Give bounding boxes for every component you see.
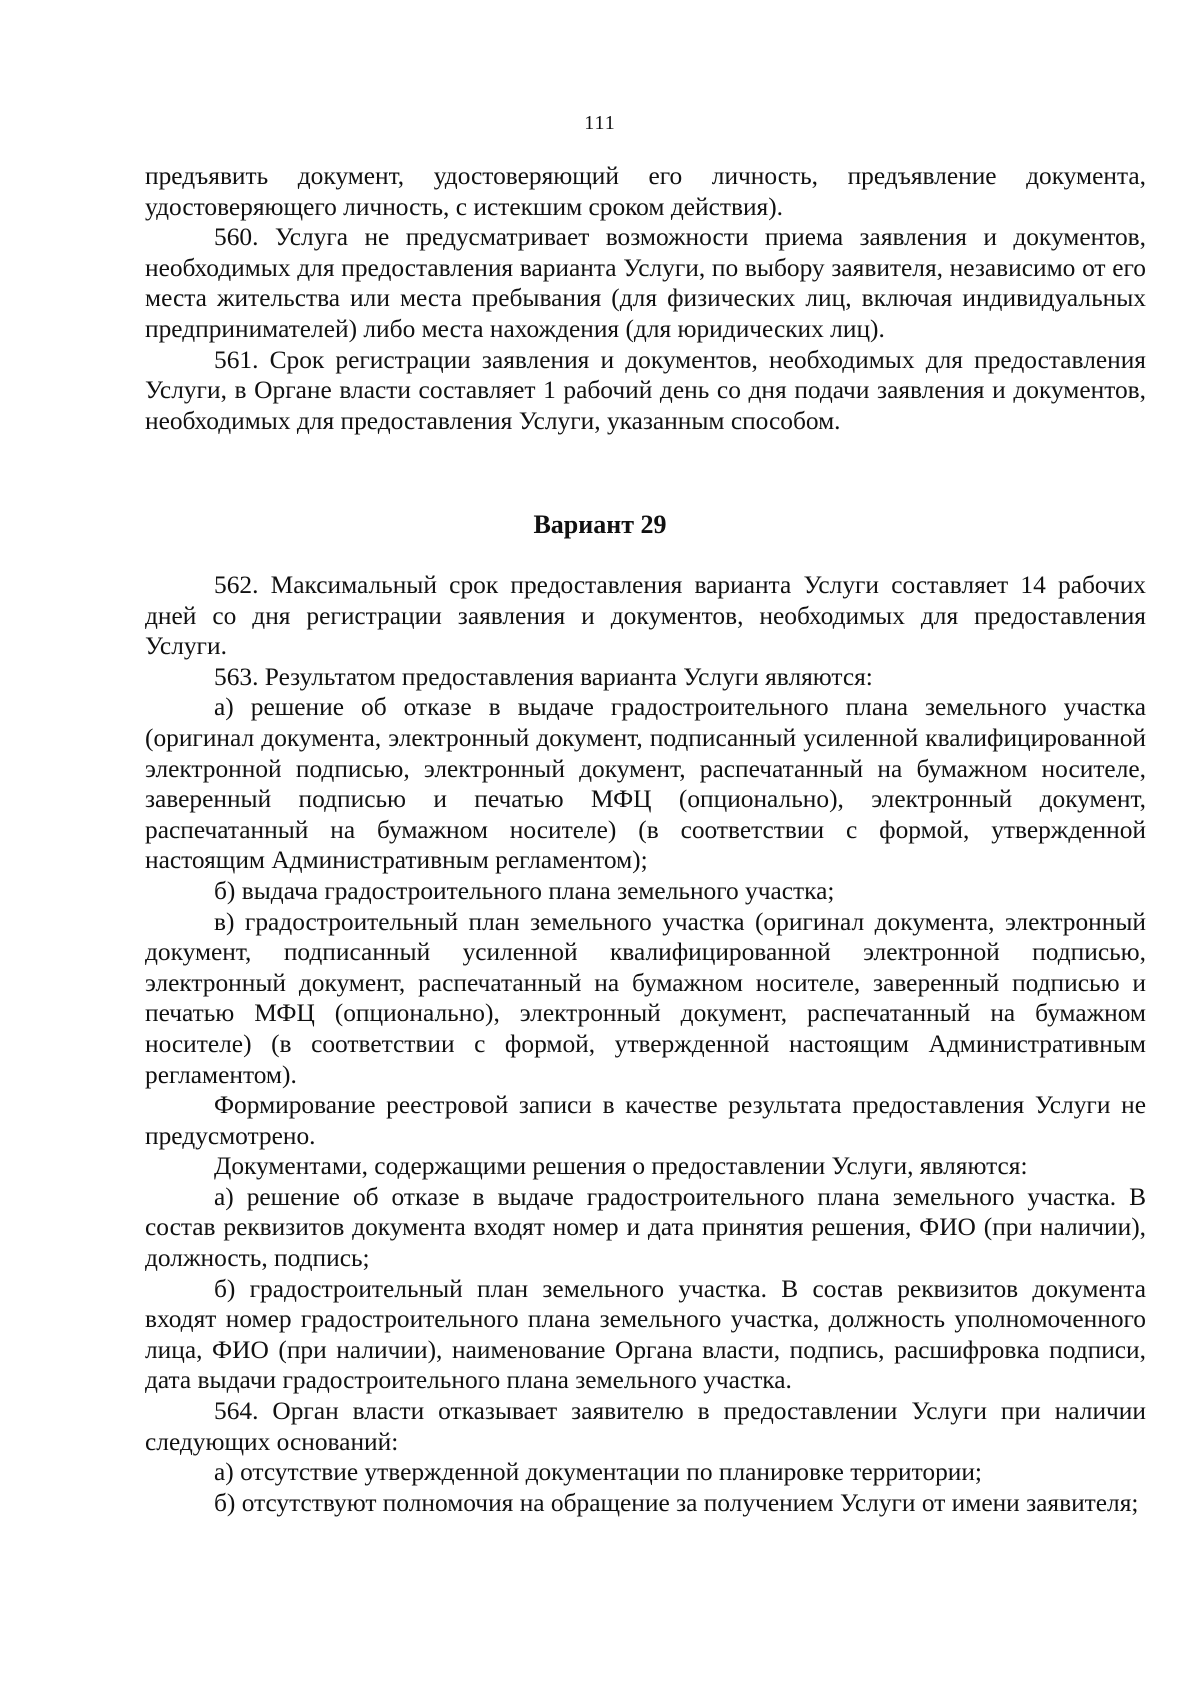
top-text-block bbox=[145, 161, 1146, 436]
paragraph: 560. Услуга не предусматривает возможности приема заявления и документов, необходимых для предоставления варианта Услуги, по выбору заявителя, независимо от его места жительства или места пребывания (для физических лиц, включая индивидуальных предпринимателей) либо места нахождения (для юридических лиц). bbox=[145, 223, 1146, 343]
paragraph: а) решение об отказе в выдаче градостроительного плана земельного участка (оригинал документа, электронный документ, подписанный усиленной квалифицированной электронной подписью, электронный документ, распечатанный на бумажном носителе, заверенный подписью и печатью МФЦ (опционально), электронный документ, распечатанный на бумажном носителе) (в соответствии с формой, утвержденной настоящим Административным регламентом); bbox=[145, 693, 1146, 875]
paragraph: 563. Результатом предоставления варианта Услуги являются: bbox=[214, 662, 873, 691]
paragraph: б) выдача градостроительного плана земельного участка; bbox=[214, 876, 835, 905]
paragraph: Формирование реестровой записи в качестве результата предоставления Услуги не предусмотрено. bbox=[145, 1091, 1146, 1150]
section-heading: Вариант 29 bbox=[533, 510, 667, 539]
main-text-block bbox=[145, 570, 1146, 1518]
paragraph: Документами, содержащими решения о предоставлении Услуги, являются: bbox=[214, 1152, 1028, 1181]
paragraph: в) градостроительный план земельного участка (оригинал документа, электронный документ, подписанный усиленной квалифицированной электронной подписью, электронный документ, распечатанный на бумажном носителе, заверенный подписью и печатью МФЦ (опционально), электронный документ, распечатанный на бумажном носителе) (в соответствии с формой, утвержденной настоящим Административным регламентом). bbox=[145, 907, 1146, 1089]
paragraph: а) отсутствие утвержденной документации по планировке территории; bbox=[214, 1458, 982, 1487]
paragraph: 564. Орган власти отказывает заявителю в предоставлении Услуги при наличии следующих оснований: bbox=[145, 1397, 1146, 1456]
paragraph: б) отсутствуют полномочия на обращение за получением Услуги от имени заявителя; bbox=[214, 1488, 1139, 1517]
paragraph: 562. Максимальный срок предоставления варианта Услуги составляет 14 рабочих дней со дня регистрации заявления и документов, необходимых для предоставления Услуги. bbox=[145, 571, 1146, 661]
paragraph: 561. Срок регистрации заявления и документов, необходимых для предоставления Услуги, в Органе власти составляет 1 рабочий день со дня подачи заявления и документов, необходимых для предоставления Услуги, указанным способом. bbox=[145, 345, 1146, 435]
paragraph: а) решение об отказе в выдаче градостроительного плана земельного участка. В состав реквизитов документа входят номер и дата принятия решения, ФИО (при наличии), должность, подпись; bbox=[145, 1182, 1146, 1273]
paragraph: б) градостроительный план земельного участка. В состав реквизитов документа входят номер градостроительного плана земельного участка, должность уполномоченного лица, ФИО (при наличии), наименование Органа власти, подпись, расшифровка подписи, дата выдачи градостроительного плана земельного участка. bbox=[145, 1274, 1146, 1395]
page-number: 111 bbox=[584, 112, 616, 134]
paragraph: предъявить документ, удостоверяющий его личность, предъявление документа, удостоверяющего личность, с истекшим сроком действия). bbox=[145, 162, 1146, 221]
